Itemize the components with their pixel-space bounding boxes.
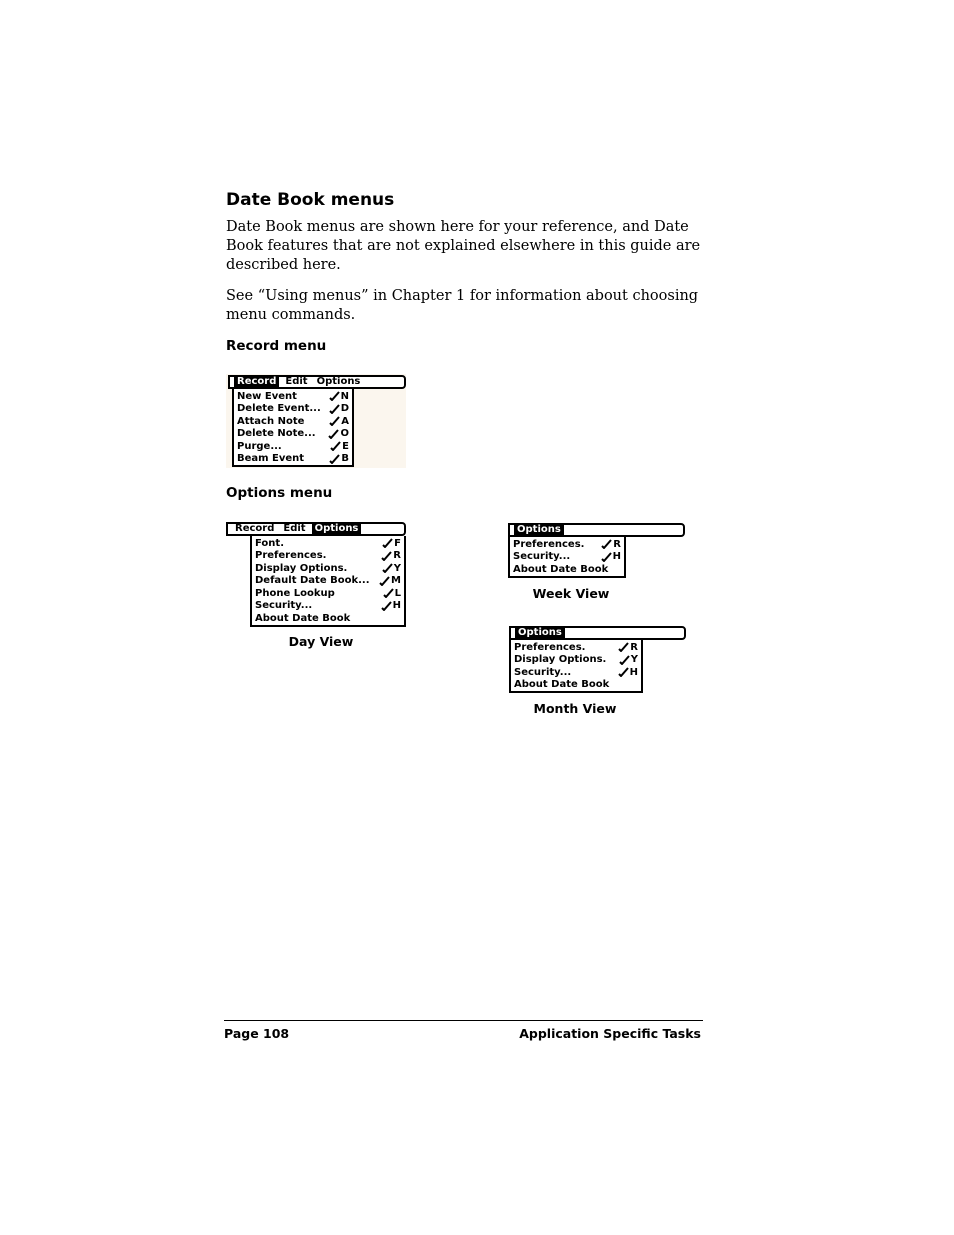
menubar-edit[interactable]: Edit bbox=[283, 523, 306, 534]
section-title: Application Specific Tasks bbox=[519, 1026, 701, 1041]
menu-item-label: Preferences. bbox=[514, 641, 586, 653]
command-stroke-icon bbox=[381, 551, 392, 561]
page-title: Date Book menus bbox=[226, 190, 395, 210]
page-number: Page 108 bbox=[224, 1026, 290, 1041]
menus-paragraph: See “Using menus” in Chapter 1 for information about choosing menu commands. bbox=[226, 288, 699, 323]
shortcut-key: Y bbox=[630, 654, 638, 666]
command-shortcut bbox=[618, 667, 638, 678]
menu-item[interactable] bbox=[514, 666, 638, 679]
command-shortcut bbox=[382, 538, 401, 549]
command-shortcut bbox=[329, 453, 349, 464]
menu-item[interactable] bbox=[513, 563, 621, 576]
command-stroke-icon bbox=[379, 576, 390, 586]
record-dropdown bbox=[232, 389, 354, 467]
menu-item[interactable] bbox=[514, 654, 638, 667]
record-menubar bbox=[228, 375, 406, 389]
command-stroke-icon bbox=[381, 601, 392, 611]
shortcut-key: R bbox=[630, 641, 638, 653]
shortcut-key: E bbox=[342, 440, 349, 452]
menu-item-label: Display Options. bbox=[514, 654, 607, 666]
menu-item-label: Beam Event bbox=[237, 453, 305, 465]
command-stroke-icon bbox=[601, 552, 612, 562]
menu-item-label: Purge... bbox=[237, 440, 282, 452]
menu-item-label: Preferences. bbox=[513, 538, 585, 550]
shortcut-key: Y bbox=[393, 562, 401, 574]
shortcut-key: B bbox=[341, 453, 349, 465]
menu-item[interactable] bbox=[237, 440, 349, 453]
day-view-menu bbox=[226, 522, 406, 628]
menu-item[interactable] bbox=[255, 562, 401, 575]
menu-item-label: Delete Event... bbox=[237, 403, 321, 415]
command-stroke-icon bbox=[618, 667, 629, 677]
menubar-edit[interactable]: Edit bbox=[285, 376, 308, 387]
menu-item-label: About Date Book bbox=[513, 563, 609, 575]
menu-item-label: Security... bbox=[514, 666, 572, 678]
week-view-caption: Week View bbox=[532, 586, 610, 601]
menu-item[interactable] bbox=[513, 551, 621, 564]
shortcut-key: M bbox=[391, 575, 401, 587]
command-shortcut bbox=[382, 563, 401, 574]
command-stroke-icon bbox=[328, 429, 339, 439]
shortcut-key: N bbox=[340, 390, 349, 402]
menu-item-label: Security... bbox=[513, 551, 571, 563]
menu-item-label: Security... bbox=[255, 600, 313, 612]
intro-paragraph: Date Book menus are shown here for your reference, and Date Book features that are not explained elsewhere in this guide are described here. bbox=[226, 219, 701, 273]
month-view-menu bbox=[509, 626, 686, 694]
command-stroke-icon bbox=[382, 563, 393, 573]
menu-item[interactable] bbox=[514, 641, 638, 654]
menu-item[interactable] bbox=[237, 415, 349, 428]
menubar-options[interactable]: Options bbox=[515, 628, 565, 638]
menu-item[interactable] bbox=[255, 550, 401, 563]
menu-item[interactable] bbox=[237, 453, 349, 466]
shortcut-key: H bbox=[612, 551, 621, 563]
menubar-record[interactable]: Record bbox=[234, 377, 279, 387]
command-shortcut bbox=[328, 428, 349, 439]
command-shortcut bbox=[601, 551, 621, 562]
menu-item[interactable] bbox=[514, 679, 638, 692]
menu-item-label: Delete Note... bbox=[237, 428, 316, 440]
record-menu-heading: Record menu bbox=[226, 338, 327, 354]
shortcut-key: F bbox=[394, 537, 401, 549]
menu-item-label: New Event bbox=[237, 390, 297, 402]
command-stroke-icon bbox=[329, 391, 340, 401]
menu-item[interactable] bbox=[513, 538, 621, 551]
menu-item-label: About Date Book bbox=[514, 679, 610, 691]
command-stroke-icon bbox=[382, 538, 393, 548]
menu-item-label: Default Date Book... bbox=[255, 575, 370, 587]
command-stroke-icon bbox=[329, 454, 340, 464]
command-shortcut bbox=[330, 441, 349, 452]
menu-item-label: Attach Note bbox=[237, 415, 305, 427]
menu-item[interactable] bbox=[237, 428, 349, 441]
week-view-menu bbox=[508, 523, 685, 579]
command-stroke-icon bbox=[329, 404, 340, 414]
menu-item[interactable] bbox=[255, 600, 401, 613]
options-menu-heading: Options menu bbox=[226, 485, 333, 501]
month-view-caption: Month View bbox=[533, 701, 617, 716]
menu-item-label: Font. bbox=[255, 537, 284, 549]
menubar-options[interactable]: Options bbox=[514, 525, 564, 535]
shortcut-key: H bbox=[629, 666, 638, 678]
menubar-options[interactable]: Options bbox=[316, 376, 361, 387]
shortcut-key: L bbox=[394, 587, 401, 599]
shortcut-key: R bbox=[613, 538, 621, 550]
day-view-menubar bbox=[226, 522, 406, 536]
command-shortcut bbox=[601, 539, 621, 550]
menu-item[interactable] bbox=[255, 612, 401, 625]
record-menu bbox=[228, 375, 406, 469]
menu-item[interactable] bbox=[255, 575, 401, 588]
shortcut-key: R bbox=[393, 550, 401, 562]
command-stroke-icon bbox=[601, 539, 612, 549]
shortcut-key: O bbox=[340, 428, 349, 440]
command-stroke-icon bbox=[383, 588, 394, 598]
menu-item[interactable] bbox=[255, 537, 401, 550]
month-view-menubar bbox=[509, 626, 686, 640]
command-shortcut bbox=[619, 654, 638, 665]
command-stroke-icon bbox=[329, 416, 340, 426]
command-shortcut bbox=[383, 588, 401, 599]
menu-item[interactable] bbox=[237, 403, 349, 416]
shortcut-key: A bbox=[341, 415, 349, 427]
menu-item-label: About Date Book bbox=[255, 612, 351, 624]
menu-item-label: Display Options. bbox=[255, 562, 348, 574]
month-view-dropdown bbox=[509, 640, 643, 693]
week-view-menubar bbox=[508, 523, 685, 537]
command-shortcut bbox=[381, 550, 401, 561]
shortcut-key: H bbox=[392, 600, 401, 612]
menu-item-label: Preferences. bbox=[255, 550, 327, 562]
command-stroke-icon bbox=[330, 441, 341, 451]
command-shortcut bbox=[618, 642, 638, 653]
command-shortcut bbox=[329, 403, 349, 414]
command-stroke-icon bbox=[619, 655, 630, 665]
menu-item[interactable] bbox=[255, 587, 401, 600]
command-stroke-icon bbox=[618, 642, 629, 652]
command-shortcut bbox=[381, 600, 401, 611]
menubar-options[interactable]: Options bbox=[312, 524, 362, 534]
menubar-record[interactable]: Record bbox=[235, 523, 275, 534]
menu-item-label: Phone Lookup bbox=[255, 587, 335, 599]
week-view-dropdown bbox=[508, 537, 626, 578]
shortcut-key: D bbox=[340, 403, 349, 415]
day-view-dropdown bbox=[250, 536, 406, 627]
footer-rule bbox=[224, 1020, 703, 1021]
command-shortcut bbox=[329, 391, 349, 402]
command-shortcut bbox=[379, 575, 401, 586]
command-shortcut bbox=[329, 416, 349, 427]
menu-item[interactable] bbox=[237, 390, 349, 403]
day-view-caption: Day View bbox=[288, 634, 354, 649]
